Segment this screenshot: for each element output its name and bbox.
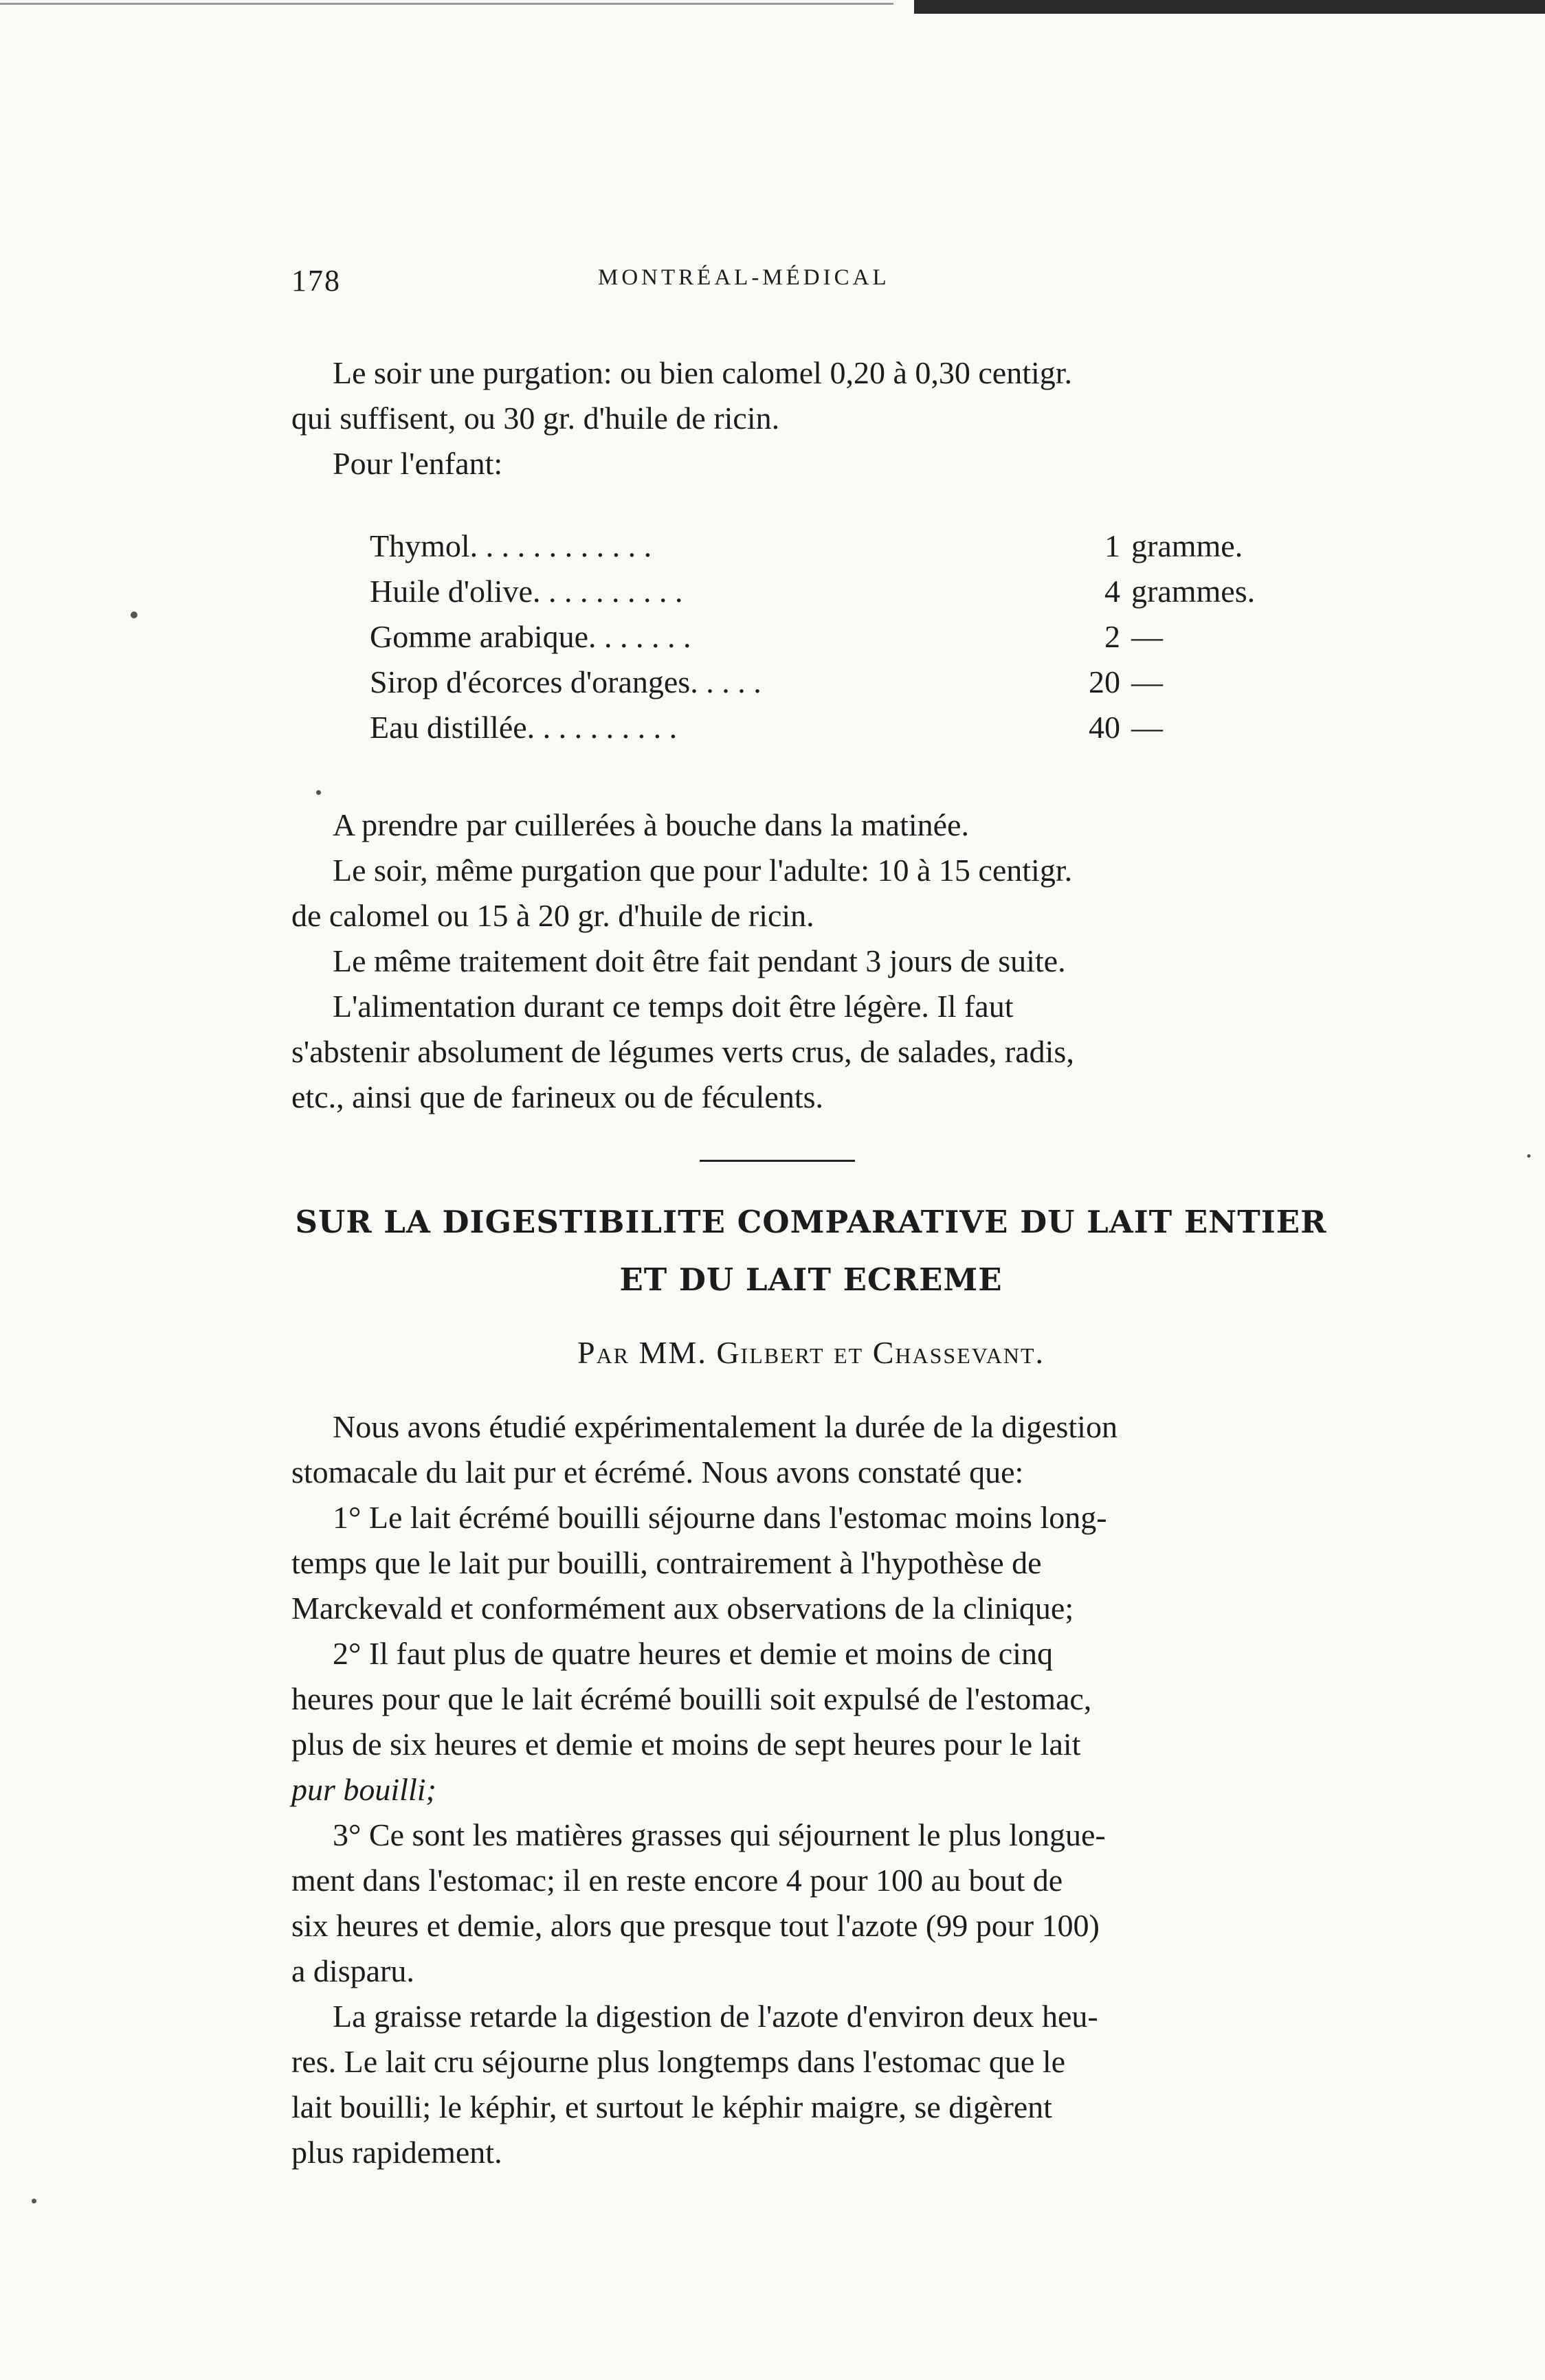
unit: —: [1131, 664, 1163, 699]
body-line: stomacale du lait pur et écrémé. Nous avons constaté que:: [291, 1455, 1024, 1490]
intro-line-3: Pour l'enfant:: [333, 446, 503, 481]
prescription-row: [370, 569, 1263, 614]
quantity: 40: [1089, 710, 1120, 745]
instruction-line-6: s'abstenir absolument de légumes verts crus, de salades, radis,: [291, 1034, 1074, 1069]
prescription-row: [370, 614, 1263, 660]
prescription-row: [370, 524, 1263, 569]
body-line: heures pour que le lait écrémé bouilli soit expulsé de l'estomac,: [291, 1681, 1092, 1716]
scan-speck: [131, 611, 137, 618]
body-line: plus de six heures et demie et moins de sept heures pour le lait: [291, 1727, 1081, 1762]
quantity: 2: [1104, 619, 1120, 654]
unit: —: [1131, 710, 1163, 745]
prescription-row: [370, 705, 1263, 750]
body-line: ment dans l'estomac; il en reste encore 4 pour 100 au bout de: [291, 1863, 1063, 1898]
body-line: 1° Le lait écrémé bouilli séjourne dans l'estomac moins long-: [333, 1500, 1107, 1535]
scan-speck: [1527, 1154, 1531, 1158]
article-byline: Par MM. Gilbert et Chassevant.: [577, 1335, 1045, 1370]
page-number: 178: [291, 264, 341, 298]
body-line: 2° Il faut plus de quatre heures et demie et moins de cinq: [333, 1636, 1053, 1671]
body-line: plus rapidement.: [291, 2135, 502, 2170]
quantity: 4: [1104, 574, 1120, 609]
ingredient: Eau distillée. . . . . . . . . .: [370, 710, 678, 745]
scan-speck: [32, 2199, 36, 2203]
intro-line-2: qui suffisent, ou 30 gr. d'huile de ricin.: [291, 401, 780, 436]
quantity: 1: [1104, 528, 1120, 563]
intro-line-1: Le soir une purgation: ou bien calomel 0,20 à 0,30 centigr.: [333, 355, 1073, 390]
body-line: six heures et demie, alors que presque tout l'azote (99 pour 100): [291, 1908, 1100, 1943]
article-title-line-1: SUR LA DIGESTIBILITE COMPARATIVE DU LAIT ENTIER: [295, 1204, 1327, 1240]
scan-top-edge: [0, 0, 1545, 18]
instruction-line-1: A prendre par cuillerées à bouche dans la matinée.: [333, 807, 969, 842]
body-line: Marckevald et conformément aux observations de la clinique;: [291, 1591, 1074, 1626]
body-line: lait bouilli; le képhir, et surtout le képhir maigre, se digèrent: [291, 2089, 1052, 2124]
instruction-line-4: Le même traitement doit être fait pendant 3 jours de suite.: [333, 943, 1066, 978]
ingredient: Huile d'olive. . . . . . . . . .: [370, 574, 683, 609]
ingredient: Sirop d'écorces d'oranges. . . . .: [370, 664, 762, 699]
scan-speck: [316, 790, 321, 795]
unit: —: [1131, 619, 1163, 654]
quantity: 20: [1089, 664, 1120, 699]
body-line: temps que le lait pur bouilli, contrairement à l'hypothèse de: [291, 1545, 1042, 1580]
prescription-list: [370, 524, 1263, 750]
prescription-row: [370, 660, 1263, 705]
section-divider: [700, 1160, 855, 1162]
instruction-line-5: L'alimentation durant ce temps doit être légère. Il faut: [333, 989, 1014, 1024]
instruction-line-2: Le soir, même purgation que pour l'adulte: 10 à 15 centigr.: [333, 853, 1073, 888]
unit: grammes.: [1131, 574, 1256, 609]
ingredient: Thymol. . . . . . . . . . . .: [370, 528, 652, 563]
body-line: pur bouilli;: [291, 1772, 436, 1807]
article-title-line-2: ET DU LAIT ECREME: [619, 1261, 1003, 1298]
body-line: La graisse retarde la digestion de l'azote d'environ deux heu-: [333, 1999, 1098, 2034]
instruction-line-7: etc., ainsi que de farineux ou de féculents.: [291, 1079, 824, 1114]
body-line: 3° Ce sont les matières grasses qui séjournent le plus longue-: [333, 1817, 1106, 1852]
body-line: a disparu.: [291, 1953, 414, 1988]
ingredient: Gomme arabique. . . . . . .: [370, 619, 691, 654]
body-line: Nous avons étudié expérimentalement la durée de la digestion: [333, 1409, 1118, 1444]
body-line: res. Le lait cru séjourne plus longtemps dans l'estomac que le: [291, 2044, 1066, 2079]
instruction-line-3: de calomel ou 15 à 20 gr. d'huile de ricin.: [291, 898, 814, 933]
unit: gramme.: [1131, 528, 1243, 563]
running-head: MONTRÉAL-MÉDICAL: [598, 265, 890, 290]
